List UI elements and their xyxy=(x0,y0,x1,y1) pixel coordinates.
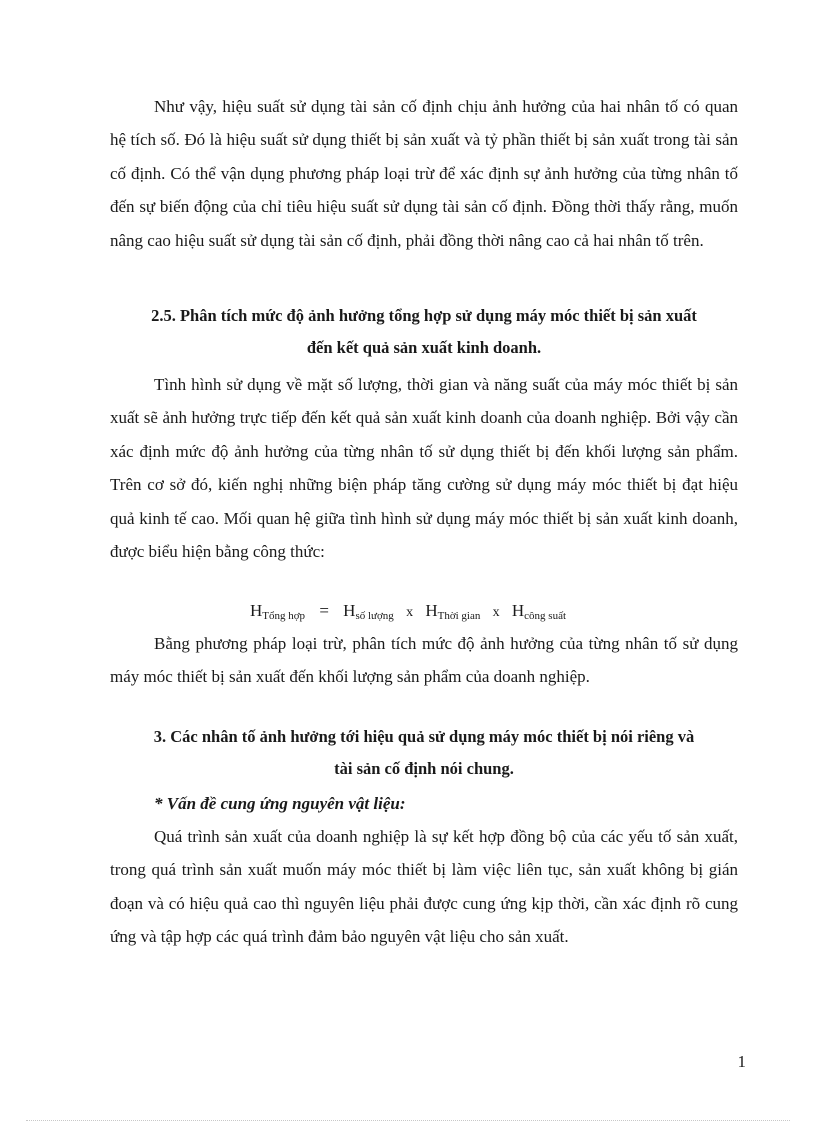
formula-term-quantity: H xyxy=(343,601,356,620)
paragraph-usage xyxy=(110,368,738,568)
paragraph-usage-text: Tình hình sử dụng về mặt số lượng, thời gian và năng suất của máy móc thiết bị sản xuất sẽ ảnh hưởng trực tiếp đến kết quả sản xuất kinh doanh của doanh nghiệp. Bởi vậy cần xác định mức độ ảnh hưởng của từng nhân tố sử dụng thiết bị đến khối lượng sản phẩm. Trên cơ sở đó, kiến nghị những biện pháp tăng cường sử dụng máy móc thiết bị đạt hiệu quả kinh tế cao. Mối quan hệ giữa tình hình sử dụng máy móc thiết bị sản xuất kinh doanh, được biểu hiện bằng công thức: xyxy=(110,375,738,562)
heading-2-5-line1: 2.5. Phân tích mức độ ảnh hưởng tổng hợp sử dụng máy móc thiết bị sản xuất xyxy=(151,306,697,325)
paragraph-production-text: Quá trình sản xuất của doanh nghiệp là sự kết hợp đồng bộ của các yếu tố sản xuất, trong quá trình sản xuất muốn máy móc thiết bị làm việc liên tục, sản xuất không bị gián đoạn và có hiệu quả cao thì nguyên liệu phải được cung ứng kịp thời, cần xác định rõ cung ứng và tập hợp các quá trình đảm bảo nguyên vật liệu cho sản xuất. xyxy=(110,827,738,947)
paragraph-production xyxy=(110,820,738,954)
formula-times-1: x xyxy=(406,605,414,620)
subheading-material-supply: * Vấn đề cung ứng nguyên vật liệu: xyxy=(154,794,406,813)
formula-term-time-sub: Thời gian xyxy=(437,610,481,622)
paragraph-elimination xyxy=(110,627,738,694)
formula xyxy=(0,596,816,631)
formula-equals: = xyxy=(319,601,329,620)
heading-2-5-line2: đến kết quả sản xuất kinh doanh. xyxy=(306,338,542,357)
footer-divider xyxy=(26,1120,790,1121)
formula-term-time: H xyxy=(425,601,438,620)
heading-2-5 xyxy=(110,300,738,364)
heading-3-line1: 3. Các nhân tố ảnh hưởng tới hiệu quả sử dụng máy móc thiết bị nói riêng và xyxy=(153,727,695,746)
heading-3 xyxy=(110,721,738,785)
page-number: 1 xyxy=(737,1052,746,1071)
formula-term-capacity-sub: công suất xyxy=(524,610,567,622)
formula-term-quantity-sub: số lượng xyxy=(355,610,394,622)
heading-3-line2: tài sản cố định nói chung. xyxy=(334,759,514,778)
paragraph-intro xyxy=(110,90,738,257)
paragraph-intro-text: Như vậy, hiệu suất sử dụng tài sản cố định chịu ảnh hưởng của hai nhân tố có quan hệ tích số. Đó là hiệu suất sử dụng thiết bị sản xuất và tỷ phần thiết bị sản xuất trong tài sản cố định. Có thể vận dụng phương pháp loại trừ để xác định sự ảnh hưởng của từng nhân tố đến sự biến động của chỉ tiêu hiệu suất sử dụng tài sản cố định. Đồng thời thấy rằng, muốn nâng cao hiệu suất sử dụng tài sản cố định, phải đồng thời nâng cao cả hai nhân tố trên. xyxy=(110,97,738,250)
formula-lhs: H xyxy=(249,601,263,620)
formula-term-capacity: H xyxy=(511,601,525,620)
formula-times-2: x xyxy=(492,605,500,620)
formula-lhs-sub: Tổng hợp xyxy=(262,610,306,622)
paragraph-elimination-text: Bằng phương pháp loại trừ, phân tích mức độ ảnh hưởng của từng nhân tố sử dụng máy móc thiết bị sản xuất đến khối lượng sản phẩm của doanh nghiệp. xyxy=(110,634,738,687)
